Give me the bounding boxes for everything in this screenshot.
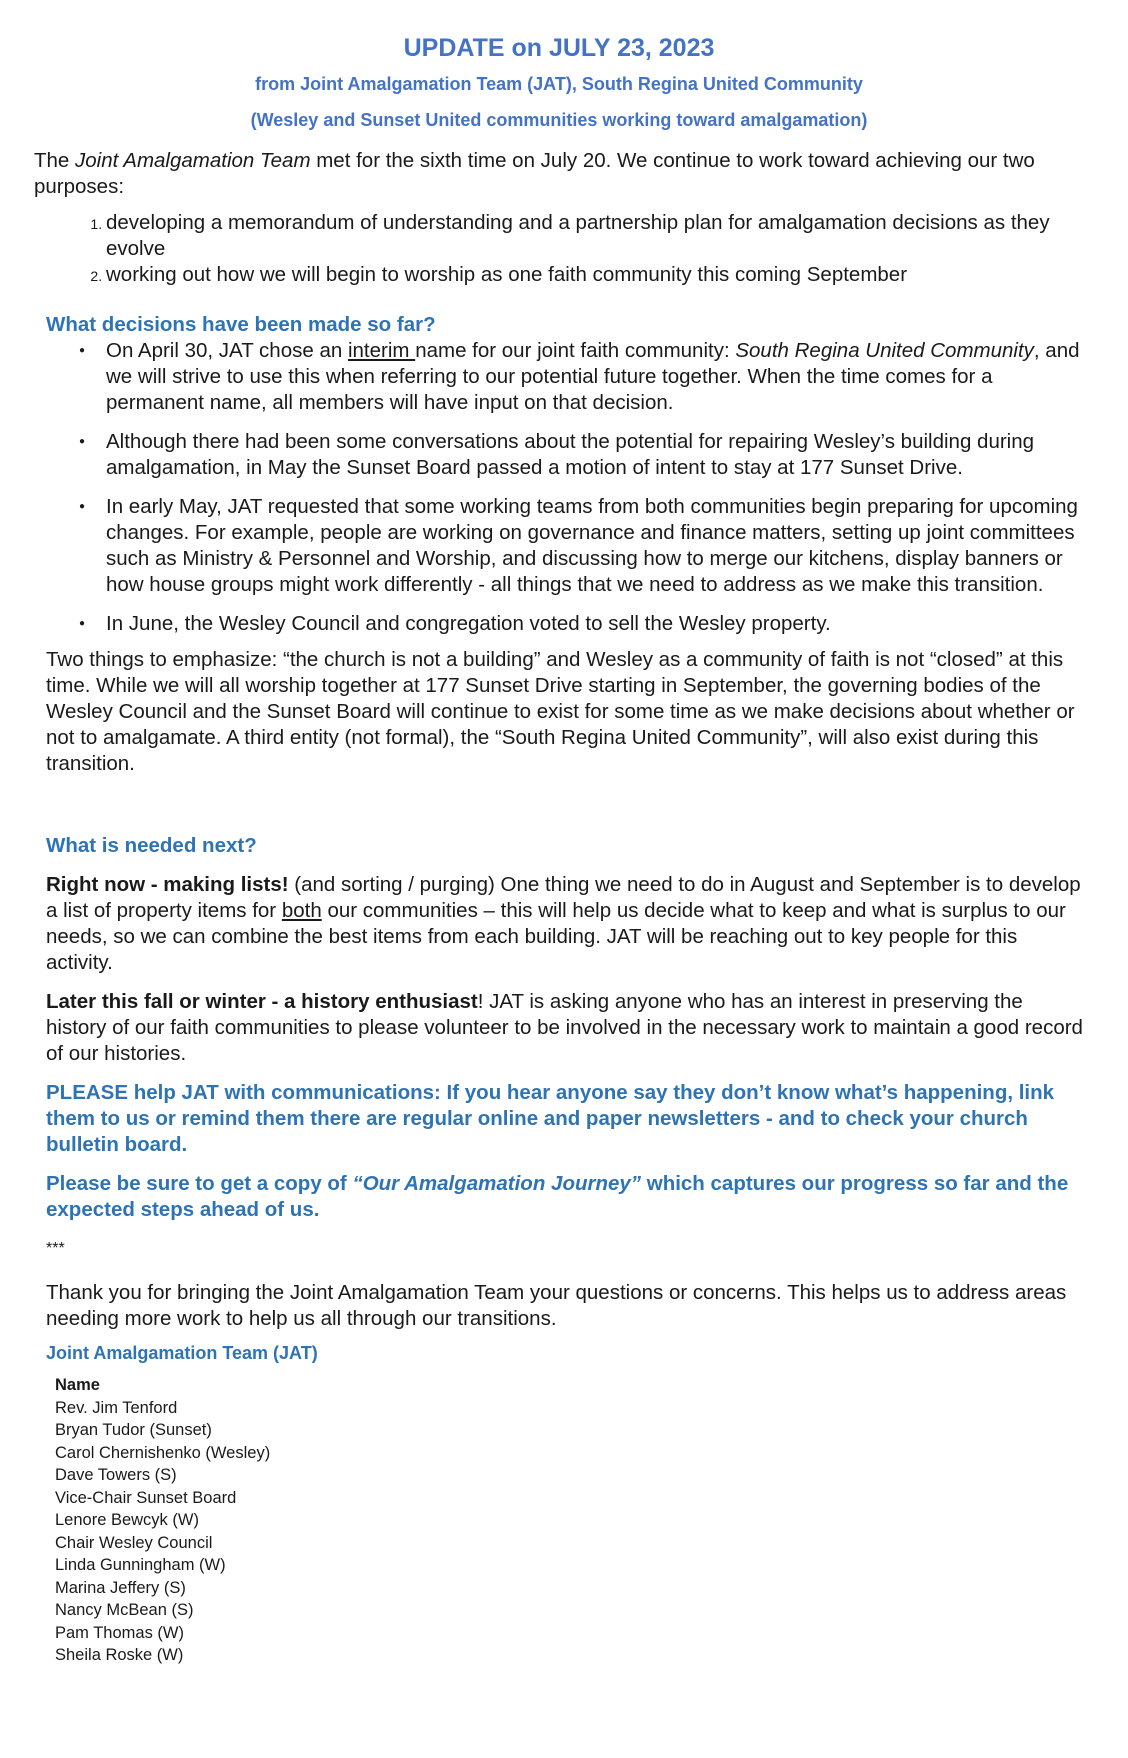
list-item: 1. developing a memorandum of understanding and a partnership plan for amalgamation decisions as they evolve [106, 210, 1084, 262]
journey-paragraph: Please be sure to get a copy of “Our Amalgamation Journey” which captures our progress so far and the expected steps ahead of us. [46, 1172, 1069, 1221]
list-item: Bryan Tudor (Sunset) [55, 1421, 212, 1439]
list-item: Linda Gunningham (W) [55, 1556, 226, 1574]
list-item: ● Although there had been some conversations about the potential for repairing Wesley’s building during amalgamation, in May the Sunset Board passed a motion of intent to stay at 177 Sunset Drive. [106, 429, 1084, 481]
purposes-list [34, 210, 1084, 288]
decisions-heading: What decisions have been made so far? [46, 313, 436, 336]
separator: *** [46, 1240, 65, 1257]
history-paragraph: Later this fall or winter - a history enthusiast! JAT is asking anyone who has an interest in preserving the history of our faith communities to please volunteer to be involved in the necessary work to maintain a good record of our histories. [46, 990, 1083, 1065]
decisions-list [34, 338, 1084, 637]
emphasis-paragraph: Two things to emphasize: “the church is not a building” and Wesley as a community of faith is not “closed” at this time. While we will all worship together at 177 Sunset Drive starting in September, the governing bodies of the Wesley Council and the Sunset Board will continue to exist for some time as we make decisions about whether or not to amalgamate. A third entity (not formal), the “South Regina United Community”, will also exist during this transition. [46, 648, 1075, 775]
subtitle-communities: (Wesley and Sunset United communities working toward amalgamation) [250, 110, 868, 130]
communications-paragraph: PLEASE help JAT with communications: If you hear anyone say they don’t know what’s happening, link them to us or remind them there are regular online and paper newsletters - and to check your church bulletin board. [46, 1081, 1055, 1156]
list-item: Lenore Bewcyk (W) [55, 1511, 199, 1529]
team-name-italic: Joint Amalgamation Team [75, 149, 311, 172]
page-title: UPDATE on JULY 23, 2023 [403, 34, 715, 62]
list-item: Dave Towers (S) [55, 1466, 177, 1484]
list-item: ● On April 30, JAT chose an interim name for our joint faith community: South Regina United Community, and we will strive to use this when referring to our potential future together. When the time comes for a permanent name, all members will have input on that decision. [106, 338, 1084, 416]
list-item: Sheila Roske (W) [55, 1646, 184, 1664]
list-item: Vice-Chair Sunset Board [55, 1488, 237, 1507]
next-heading: What is needed next? [46, 834, 257, 857]
list-item: Chair Wesley Council [55, 1533, 213, 1552]
list-item: ● In early May, JAT requested that some working teams from both communities begin preparing for upcoming changes. For example, people are working on governance and finance matters, setting up joint committees such as Ministry & Personnel and Worship, and discussing how to merge our kitchens, display banners or how house groups might work differently - all things that we need to address as we make this transition. [106, 494, 1084, 598]
thanks-paragraph: Thank you for bringing the Joint Amalgamation Team your questions or concerns. This helps us to address areas needing more work to help us all through our transitions. [46, 1281, 1067, 1330]
list-item: Marina Jeffery (S) [55, 1578, 186, 1597]
subtitle-from: from Joint Amalgamation Team (JAT), South Regina United Community [255, 74, 863, 94]
team-title: Joint Amalgamation Team (JAT) [46, 1343, 318, 1363]
intro-paragraph: The Joint Amalgamation Team met for the sixth time on July 20. We continue to work toward achieving our two purposes: [34, 149, 1035, 198]
list-item: Carol Chernishenko (Wesley) [55, 1443, 271, 1462]
lists-paragraph: Right now - making lists! (and sorting / purging) One thing we need to do in August and September is to develop a list of property items for both our communities – this will help us decide what to keep and what is surplus to our needs, so we can combine the best items from each building. JAT will be reaching out to key people for this activity. [46, 873, 1081, 974]
team-members-list [55, 1374, 1084, 1667]
list-item: Nancy McBean (S) [55, 1601, 194, 1619]
list-item: Rev. Jim Tenford [55, 1398, 178, 1417]
names-header: Name [55, 1376, 100, 1394]
list-item: Pam Thomas (W) [55, 1623, 184, 1642]
list-item: 2. working out how we will begin to worship as one faith community this coming September [106, 262, 1084, 288]
list-item: ● In June, the Wesley Council and congregation voted to sell the Wesley property. [106, 611, 1084, 637]
